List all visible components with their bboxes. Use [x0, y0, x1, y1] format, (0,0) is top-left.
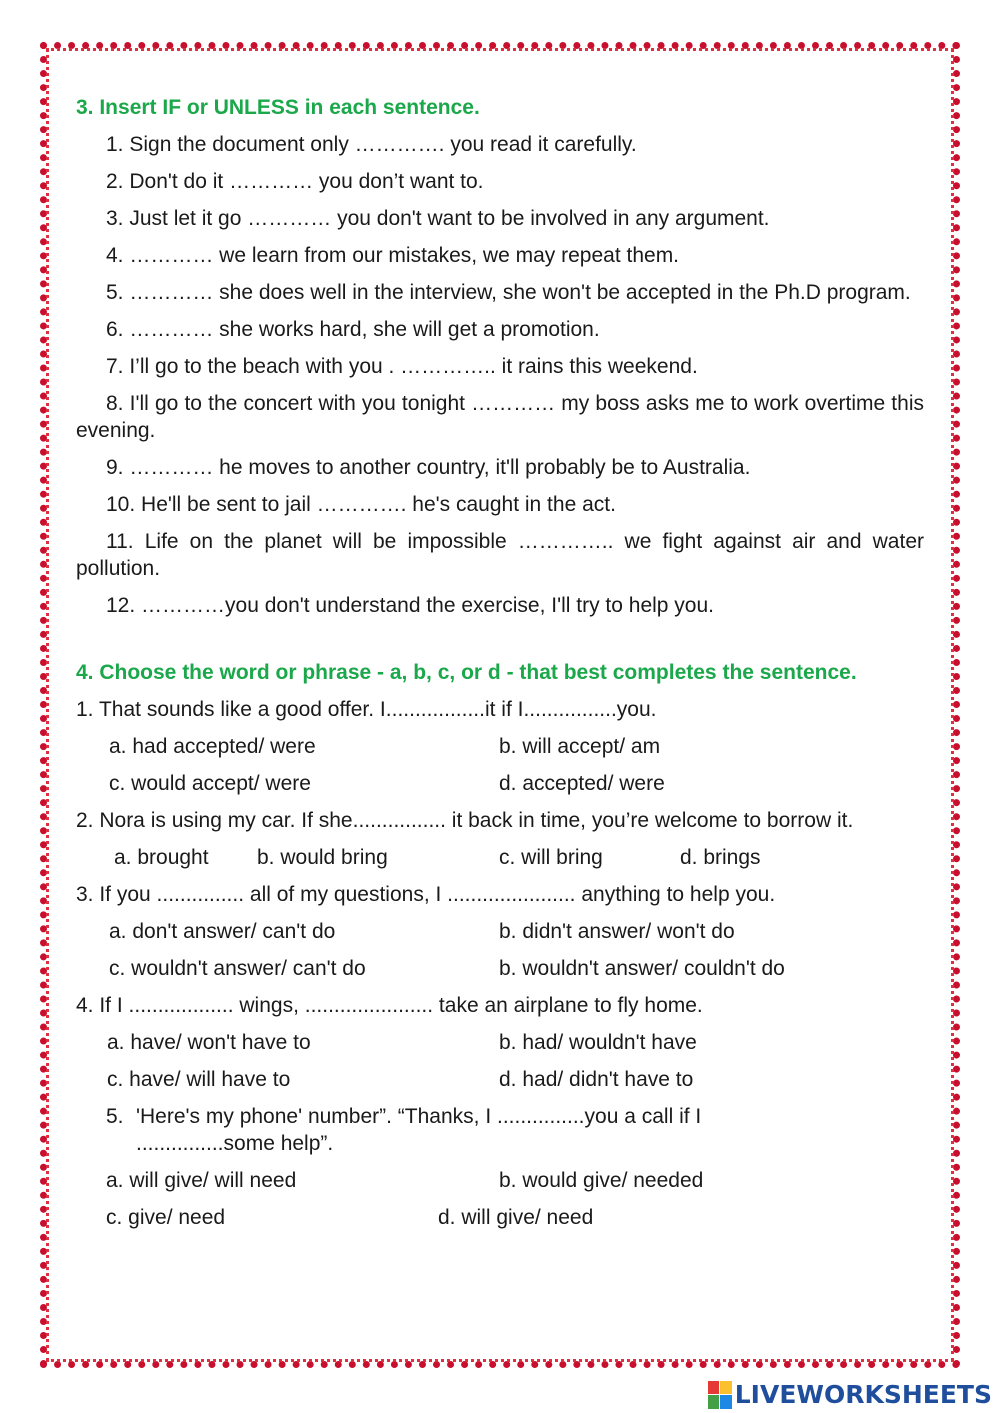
options-row [76, 733, 924, 760]
logo-text: LIVEWORKSHEETS [734, 1380, 992, 1409]
question-text-continued: ...............some help”. [136, 1132, 334, 1155]
question-3: 3. If you ............... all of my questions, I ...................... anything to help you. [76, 883, 776, 906]
exercise-item: 7. I’ll go to the beach with you . ………….. it rains this weekend. [106, 355, 698, 378]
option-c: c. give/ need [106, 1206, 226, 1229]
option-b: b. didn't answer/ won't do [499, 920, 735, 943]
exercise-item: 8. I'll go to the concert with you tonight ………… my boss asks me to work overtime this evening. [76, 392, 924, 442]
liveworksheets-logo [708, 1380, 992, 1409]
option-d: d. accepted/ were [499, 772, 665, 795]
worksheet-content [76, 94, 924, 1231]
option-b: b. will accept/ am [499, 735, 661, 758]
option-a: a. had accepted/ were [109, 735, 316, 758]
options-row [76, 770, 924, 797]
option-c: c. would accept/ were [109, 772, 311, 795]
question-text: 'Here's my phone' number”. “Thanks, I ...............you a call if I [136, 1105, 702, 1128]
exercise-item: 6. ………… she works hard, she will get a promotion. [106, 318, 600, 341]
exercise-item: 10. He'll be sent to jail …………. he's caught in the act. [106, 493, 616, 516]
exercise-item: 3. Just let it go ………… you don't want to be involved in any argument. [106, 207, 770, 230]
exercise-item: 4. ………… we learn from our mistakes, we may repeat them. [106, 244, 680, 267]
option-a: a. brought [114, 846, 209, 869]
section-4 [76, 659, 924, 1231]
option-b: b. would bring [257, 846, 388, 869]
options-row [76, 918, 924, 945]
option-a: a. don't answer/ can't do [109, 920, 336, 943]
question-2: 2. Nora is using my car. If she................ it back in time, you’re welcome to borrow it. [76, 809, 854, 832]
section-3-heading: 3. Insert IF or UNLESS in each sentence. [76, 96, 480, 119]
question-1: 1. That sounds like a good offer. I.................it if I................you. [76, 698, 657, 721]
exercise-item: 2. Don't do it ………… you don’t want to. [106, 170, 484, 193]
options-row [76, 1029, 924, 1056]
option-d: d. had/ didn't have to [499, 1068, 694, 1091]
question-number: 5. [106, 1105, 124, 1128]
option-a: a. have/ won't have to [107, 1031, 311, 1054]
options-row [76, 1167, 924, 1194]
exercise-item: 1. Sign the document only …………. you read it carefully. [106, 133, 637, 156]
option-d: d. brings [680, 846, 761, 869]
section-3 [76, 94, 924, 619]
question-5 [76, 1103, 924, 1157]
option-c: c. wouldn't answer/ can't do [109, 957, 366, 980]
option-c: c. will bring [499, 846, 603, 869]
section-4-heading: 4. Choose the word or phrase - a, b, c, or d - that best completes the sentence. [76, 661, 857, 684]
options-row [76, 1204, 924, 1231]
exercise-item: 5. ………… she does well in the interview, she won't be accepted in the Ph.D program. [106, 281, 911, 304]
question-4: 4. If I .................. wings, ...................... take an airplane to fly home. [76, 994, 703, 1017]
option-b: b. would give/ needed [499, 1169, 704, 1192]
option-d: b. wouldn't answer/ couldn't do [499, 957, 785, 980]
logo-badge-icon [708, 1381, 732, 1409]
exercise-item: 9. ………… he moves to another country, it'll probably be to Australia. [106, 456, 751, 479]
option-d: d. will give/ need [438, 1206, 594, 1229]
exercise-item: 11. Life on the planet will be impossible ………….. we fight against air and water pollution. [76, 530, 924, 580]
option-c: c. have/ will have to [107, 1068, 291, 1091]
options-row [76, 955, 924, 982]
option-b: b. had/ wouldn't have [499, 1031, 697, 1054]
options-row [76, 1066, 924, 1093]
option-a: a. will give/ will need [106, 1169, 297, 1192]
exercise-item: 12. …………you don't understand the exercise, I'll try to help you. [106, 594, 714, 617]
options-row [76, 844, 924, 871]
